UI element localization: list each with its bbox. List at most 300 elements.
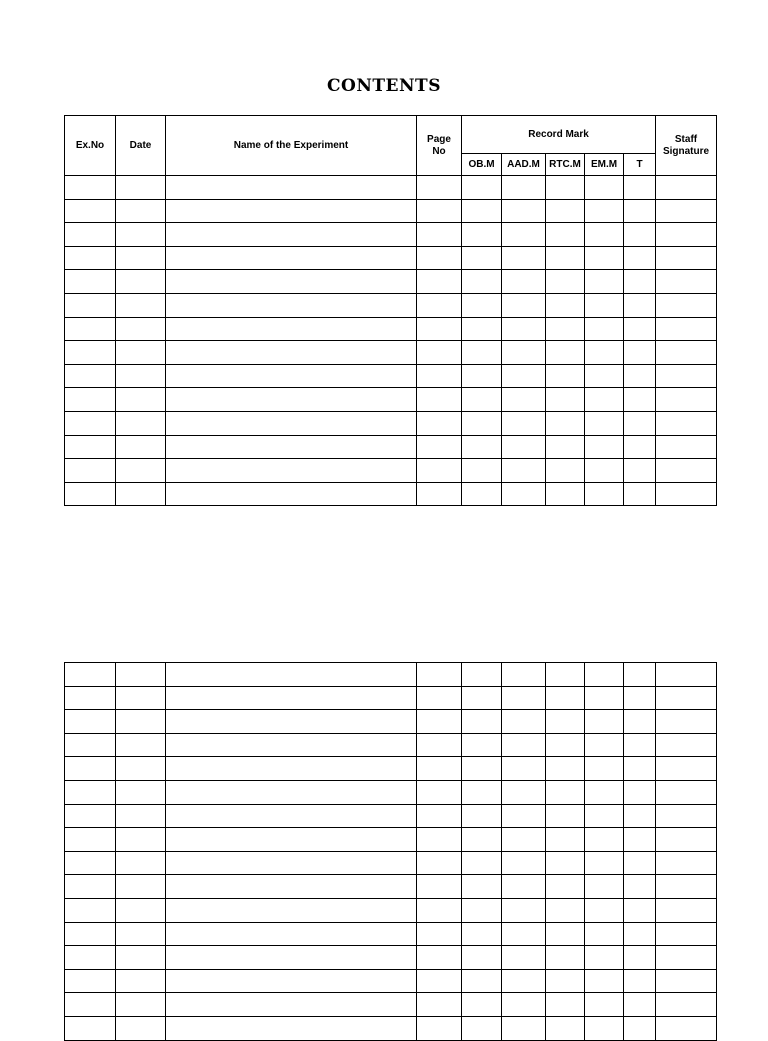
table-cell [624, 757, 656, 781]
table-row [65, 293, 717, 317]
table-row [65, 828, 717, 852]
table-cell [417, 804, 462, 828]
table-cell [502, 435, 546, 459]
table-cell [546, 199, 585, 223]
table-cell [166, 270, 417, 294]
table-cell [462, 780, 502, 804]
table-cell [65, 388, 116, 412]
table-cell [624, 341, 656, 365]
table-cell [624, 364, 656, 388]
table-cell [116, 686, 166, 710]
table-row [65, 780, 717, 804]
table-cell [116, 482, 166, 506]
table-cell [656, 898, 717, 922]
table-cell [65, 317, 116, 341]
contents-table-top [64, 115, 717, 506]
table-cell [116, 317, 166, 341]
table-row [65, 223, 717, 247]
table-cell [417, 780, 462, 804]
table-cell [585, 435, 624, 459]
table-bottom-body [65, 663, 717, 1041]
table-cell [65, 922, 116, 946]
table-cell [166, 686, 417, 710]
table-cell [546, 757, 585, 781]
table-cell [585, 875, 624, 899]
table-cell [502, 270, 546, 294]
table-cell [462, 293, 502, 317]
table-cell [546, 875, 585, 899]
table-cell [502, 388, 546, 412]
table-cell [585, 246, 624, 270]
table-cell [624, 435, 656, 459]
table-cell [462, 710, 502, 734]
table-cell [585, 946, 624, 970]
table-cell [502, 922, 546, 946]
header-rtc-m: RTC.M [546, 154, 585, 176]
table-cell [462, 435, 502, 459]
table-cell [546, 388, 585, 412]
table-cell [417, 757, 462, 781]
table-cell [417, 993, 462, 1017]
table-cell [585, 293, 624, 317]
header-total: T [624, 154, 656, 176]
table-cell [116, 364, 166, 388]
table-cell [116, 780, 166, 804]
table-cell [585, 317, 624, 341]
table-cell [656, 341, 717, 365]
table-cell [546, 733, 585, 757]
table-cell [624, 851, 656, 875]
table-cell [546, 482, 585, 506]
table-row [65, 411, 717, 435]
table-cell [166, 710, 417, 734]
table-cell [65, 341, 116, 365]
table-cell [65, 246, 116, 270]
table-cell [65, 780, 116, 804]
table-cell [462, 922, 502, 946]
header-page-no [417, 116, 462, 176]
table-cell [624, 246, 656, 270]
table-cell [417, 246, 462, 270]
table-cell [417, 1016, 462, 1040]
table-cell [546, 993, 585, 1017]
table-cell [624, 922, 656, 946]
table-cell [656, 828, 717, 852]
table-cell [502, 317, 546, 341]
table-cell [65, 804, 116, 828]
table-cell [116, 435, 166, 459]
table-cell [656, 388, 717, 412]
header-ob-m: OB.M [462, 154, 502, 176]
table-cell [65, 757, 116, 781]
table-cell [656, 780, 717, 804]
table-row [65, 993, 717, 1017]
table-cell [116, 293, 166, 317]
table-cell [585, 969, 624, 993]
table-cell [462, 828, 502, 852]
table-row [65, 686, 717, 710]
table-cell [585, 459, 624, 483]
table-cell [656, 993, 717, 1017]
table-cell [546, 804, 585, 828]
table-cell [417, 341, 462, 365]
table-cell [502, 199, 546, 223]
table-cell [166, 364, 417, 388]
table-cell [585, 686, 624, 710]
table-cell [502, 1016, 546, 1040]
table-cell [116, 388, 166, 412]
table-cell [462, 686, 502, 710]
table-cell [585, 1016, 624, 1040]
table-cell [166, 459, 417, 483]
table-cell [656, 851, 717, 875]
table-cell [417, 733, 462, 757]
table-cell [502, 364, 546, 388]
table-cell [624, 804, 656, 828]
table-cell [462, 663, 502, 687]
table-cell [116, 459, 166, 483]
table-cell [65, 875, 116, 899]
table-cell [585, 851, 624, 875]
table-cell [166, 875, 417, 899]
table-cell [65, 270, 116, 294]
table-cell [462, 851, 502, 875]
table-cell [417, 710, 462, 734]
table-cell [166, 341, 417, 365]
table-cell [656, 364, 717, 388]
table-cell [462, 757, 502, 781]
table-cell [417, 969, 462, 993]
table-cell [462, 246, 502, 270]
table-cell [546, 898, 585, 922]
table-cell [116, 969, 166, 993]
table-cell [624, 176, 656, 200]
table-cell [65, 828, 116, 852]
table-cell [502, 946, 546, 970]
table-cell [65, 411, 116, 435]
table-cell [462, 341, 502, 365]
table-cell [502, 757, 546, 781]
table-row [65, 482, 717, 506]
header-staff-signature [656, 116, 717, 176]
table-cell [502, 804, 546, 828]
table-cell [417, 828, 462, 852]
table-cell [502, 686, 546, 710]
table-cell [624, 459, 656, 483]
table-cell [462, 733, 502, 757]
header-aad-m: AAD.M [502, 154, 546, 176]
table-cell [624, 875, 656, 899]
table-cell [166, 482, 417, 506]
table-cell [462, 388, 502, 412]
table-cell [502, 223, 546, 247]
table-cell [462, 459, 502, 483]
table-cell [166, 199, 417, 223]
table-cell [546, 828, 585, 852]
table-cell [417, 435, 462, 459]
table-cell [417, 851, 462, 875]
table-cell [417, 388, 462, 412]
table-cell [502, 176, 546, 200]
table-cell [624, 293, 656, 317]
table-cell [166, 663, 417, 687]
table-cell [624, 969, 656, 993]
table-cell [624, 898, 656, 922]
table-cell [656, 199, 717, 223]
table-cell [417, 686, 462, 710]
header-record-mark: Record Mark [462, 116, 656, 154]
table-row [65, 875, 717, 899]
table-cell [417, 875, 462, 899]
page-title: contents [327, 68, 441, 97]
table-cell [585, 482, 624, 506]
table-cell [624, 388, 656, 412]
table-cell [116, 804, 166, 828]
table-cell [417, 364, 462, 388]
table-cell [417, 922, 462, 946]
header-date: Date [116, 116, 166, 176]
table-cell [502, 459, 546, 483]
table-cell [546, 176, 585, 200]
table-row [65, 663, 717, 687]
table-cell [585, 176, 624, 200]
table-cell [417, 946, 462, 970]
table-cell [166, 780, 417, 804]
table-cell [585, 898, 624, 922]
table-cell [585, 780, 624, 804]
table-cell [546, 317, 585, 341]
table-cell [502, 898, 546, 922]
table-cell [585, 757, 624, 781]
table-cell [502, 733, 546, 757]
table-cell [166, 1016, 417, 1040]
table-cell [624, 993, 656, 1017]
table-cell [116, 733, 166, 757]
table-cell [166, 993, 417, 1017]
table-cell [116, 946, 166, 970]
table-cell [502, 851, 546, 875]
table-cell [462, 411, 502, 435]
table-cell [65, 686, 116, 710]
table-cell [585, 388, 624, 412]
table-cell [546, 270, 585, 294]
table-cell [65, 898, 116, 922]
table-cell [585, 733, 624, 757]
table-cell [624, 223, 656, 247]
table-cell [502, 780, 546, 804]
table-cell [585, 663, 624, 687]
table-cell [417, 199, 462, 223]
table-row [65, 246, 717, 270]
table-cell [624, 946, 656, 970]
table-cell [585, 993, 624, 1017]
table-cell [585, 828, 624, 852]
table-cell [116, 851, 166, 875]
table-cell [585, 199, 624, 223]
table-row [65, 898, 717, 922]
table-cell [166, 898, 417, 922]
table-cell [546, 435, 585, 459]
table-cell [502, 993, 546, 1017]
table-cell [656, 411, 717, 435]
table-cell [116, 199, 166, 223]
table-cell [624, 270, 656, 294]
table-cell [65, 733, 116, 757]
table-cell [502, 663, 546, 687]
table-cell [462, 199, 502, 223]
table-cell [116, 341, 166, 365]
table-cell [116, 875, 166, 899]
table-cell [462, 804, 502, 828]
table-row [65, 317, 717, 341]
table-cell [546, 341, 585, 365]
table-cell [502, 969, 546, 993]
table-cell [656, 757, 717, 781]
table-cell [546, 780, 585, 804]
table-cell [65, 459, 116, 483]
table-cell [502, 341, 546, 365]
table-cell [462, 482, 502, 506]
header-page-no-line2: No [432, 145, 446, 157]
table-cell [546, 710, 585, 734]
table-cell [656, 733, 717, 757]
table-cell [546, 663, 585, 687]
table-cell [502, 482, 546, 506]
table-row [65, 341, 717, 365]
table-cell [166, 246, 417, 270]
table-cell [462, 969, 502, 993]
table-cell [585, 341, 624, 365]
table-row [65, 733, 717, 757]
table-cell [417, 459, 462, 483]
table-cell [417, 663, 462, 687]
table-row [65, 1016, 717, 1040]
table-cell [116, 898, 166, 922]
table-cell [656, 317, 717, 341]
table-cell [656, 969, 717, 993]
header-ex-no: Ex.No [65, 116, 116, 176]
table-cell [166, 733, 417, 757]
table-cell [502, 411, 546, 435]
table-cell [462, 270, 502, 294]
table-cell [546, 1016, 585, 1040]
table-cell [656, 482, 717, 506]
table-cell [462, 993, 502, 1017]
table-cell [116, 757, 166, 781]
table-cell [585, 710, 624, 734]
table-cell [656, 875, 717, 899]
table-cell [65, 993, 116, 1017]
table-cell [116, 176, 166, 200]
table-cell [624, 686, 656, 710]
table-cell [65, 663, 116, 687]
table-row [65, 199, 717, 223]
table-cell [656, 922, 717, 946]
table-cell [546, 459, 585, 483]
table-cell [116, 411, 166, 435]
table-cell [166, 804, 417, 828]
table-cell [502, 828, 546, 852]
table-cell [417, 223, 462, 247]
table-cell [502, 246, 546, 270]
table-cell [65, 851, 116, 875]
table-cell [166, 411, 417, 435]
table-cell [116, 223, 166, 247]
table-cell [624, 482, 656, 506]
table-cell [656, 246, 717, 270]
table-cell [417, 482, 462, 506]
table-cell [65, 710, 116, 734]
table-cell [656, 710, 717, 734]
table-cell [166, 757, 417, 781]
table-cell [65, 199, 116, 223]
table-row [65, 969, 717, 993]
table-cell [656, 946, 717, 970]
table-cell [546, 293, 585, 317]
table-cell [65, 435, 116, 459]
table-cell [417, 898, 462, 922]
table-row [65, 459, 717, 483]
table-cell [656, 270, 717, 294]
table-cell [166, 176, 417, 200]
table-cell [65, 176, 116, 200]
table-row [65, 946, 717, 970]
table-cell [462, 946, 502, 970]
table-cell [166, 293, 417, 317]
table-cell [462, 364, 502, 388]
table-row [65, 270, 717, 294]
table-cell [166, 946, 417, 970]
table-row [65, 364, 717, 388]
table-cell [65, 969, 116, 993]
table-cell [624, 1016, 656, 1040]
table-cell [546, 969, 585, 993]
table-cell [65, 482, 116, 506]
table-cell [624, 199, 656, 223]
table-cell [116, 270, 166, 294]
table-cell [166, 388, 417, 412]
table-cell [166, 969, 417, 993]
table-cell [546, 246, 585, 270]
table-cell [65, 293, 116, 317]
table-top-body [65, 176, 717, 506]
table-cell [656, 459, 717, 483]
header-page-no-line1: Page [427, 133, 451, 145]
contents-table-bottom [64, 662, 717, 1041]
table-cell [502, 293, 546, 317]
table-row [65, 757, 717, 781]
table-cell [462, 875, 502, 899]
table-cell [462, 1016, 502, 1040]
table-cell [624, 411, 656, 435]
table-cell [656, 804, 717, 828]
table-cell [462, 176, 502, 200]
table-row [65, 804, 717, 828]
table-cell [546, 223, 585, 247]
table-cell [656, 663, 717, 687]
table-cell [116, 246, 166, 270]
table-cell [166, 435, 417, 459]
table-cell [546, 851, 585, 875]
table-cell [462, 898, 502, 922]
table-cell [502, 710, 546, 734]
table-cell [65, 223, 116, 247]
table-row [65, 435, 717, 459]
table-cell [417, 176, 462, 200]
table-cell [656, 686, 717, 710]
table-cell [116, 993, 166, 1017]
table-cell [585, 411, 624, 435]
